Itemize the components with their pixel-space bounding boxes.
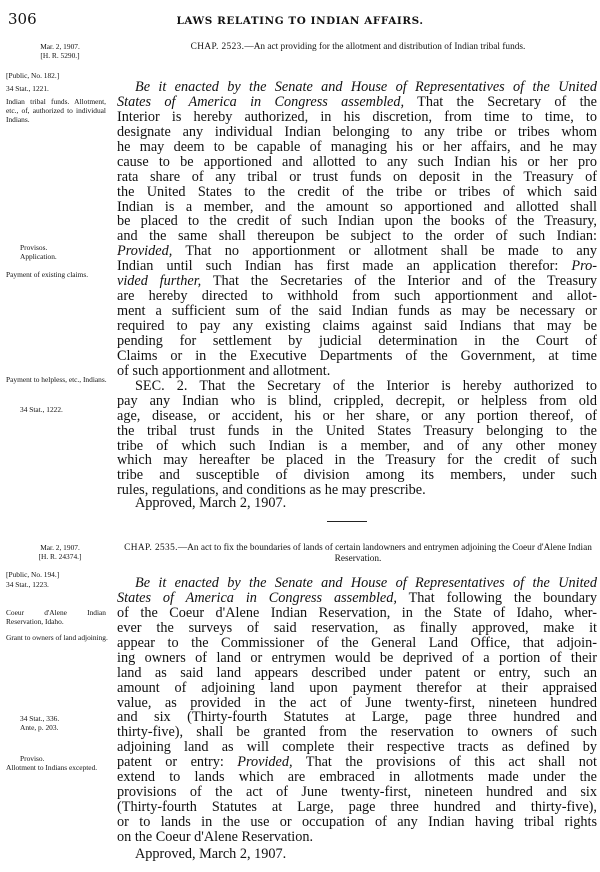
act1-margin-funds-note: Indian tribal funds. Allotment, etc., of, authorized to individual Indians.: [6, 97, 106, 124]
act1-line: Provided, That no apportionment or allotment shall be made to any: [117, 243, 597, 260]
act2-margin-grant-note: Grant to owners of land adjoining.: [6, 633, 108, 642]
act1-chapter-title: —An act providing for the allotment and distribution of Indian tribal funds.: [244, 42, 526, 52]
act2-line: appear to the Commissioner of the General Land Office, that adjoin-: [117, 634, 597, 651]
act1-body: [117, 80, 597, 498]
act1-line: the United States to the credit of the tribe or tribes of which said: [117, 183, 597, 200]
act1-line: Be it enacted by the Senate and House of Representatives of the United: [135, 79, 597, 95]
act2-line: patent or entry: Provided, That the provisions of this act shall not: [117, 754, 597, 771]
act2-margin-coeur-note: Coeur d'Alene Indian Reservation, Idaho.: [6, 608, 106, 626]
act2-line: adjoining land as will complete their respective tracts as defined by: [117, 739, 597, 756]
act2-line: of the Coeur d'Alene Indian Reservation, in the State of Idaho, wher-: [117, 604, 597, 621]
act1-line: and the same shall thereupon be subject to the order of such Indian:: [117, 228, 597, 245]
act1-line: Indian until such Indian has first made an application therefor: Pro-: [117, 258, 597, 275]
page-header: [0, 6, 600, 26]
act2-line: ing owners of land or entrymen would be deprived of a portion of their: [117, 649, 597, 666]
act1-line: rules, regulations, and conditions as he may prescribe.: [117, 482, 426, 499]
act2-margin-stat: 34 Stat., 1223.: [6, 580, 49, 589]
act2-line: amount of adjoining land upon payment therefor at their appraised: [117, 679, 597, 696]
act2-line: ever the surveys of said reservation, as finally approved, make it: [117, 619, 597, 636]
act1-line: pending for settlement by judicial determination in the Court of: [117, 332, 597, 349]
act1-line: vided further, That the Secretaries of the Interior and of the Treasury: [117, 273, 597, 290]
act1-line: the tribal trust funds in the United States Treasury belonging to the: [117, 422, 597, 439]
act1-line: are hereby directed to withhold from such apportionment and allot-: [117, 288, 597, 305]
act2-approved: Approved, March 2, 1907.: [135, 846, 287, 862]
act2-line: (Thirty-fourth Statutes at Large, page three hundred and thirty-five),: [117, 799, 597, 816]
act1-line: pay any Indian who is blind, crippled, decrepit, or helpless from old: [117, 392, 597, 409]
act1-margin-provisos: Provisos.: [20, 243, 48, 252]
act1-line: Interior is hereby authorized, in his discretion, from time to time, to: [117, 108, 597, 125]
act1-margin-stat2: 34 Stat., 1222.: [20, 405, 63, 414]
act1-chapter-number: CHAP. 2523.: [190, 42, 245, 52]
act1-line: tribe and susceptible of division among its members, under such: [117, 467, 597, 484]
page-number: 306: [8, 10, 37, 28]
act1-line: ment a sufficient sum of the said Indian funds as may be necessary or: [117, 303, 597, 320]
act1-line: tribe of which such Indian is a member, and of any other money: [117, 437, 597, 454]
act2-line: thirty-five), shall be granted from the reservation to owners of such: [117, 724, 597, 741]
act1-margin-date: Mar. 2, 1907.: [40, 42, 80, 51]
act1-line: SEC. 2. That the Secretary of the Interior is hereby authorized to: [135, 377, 597, 394]
act1-line: Indian is a member, and the amount so apportioned and allotted shall: [117, 198, 597, 215]
act2-line: or to lands in the use or occupation of any Indian having tribal rights: [117, 814, 597, 830]
running-title: LAWS RELATING TO INDIAN AFFAIRS.: [176, 15, 424, 27]
act2-line: Be it enacted by the Senate and House of Representatives of the United: [135, 575, 597, 591]
act1-line: which may hereafter be placed in the Treasury for the credit of such: [117, 452, 597, 469]
act2-line: States of America in Congress assembled, That following the boundary: [117, 589, 598, 606]
section-divider: [327, 521, 367, 522]
act1-line: designate any individual Indian belonging to any tribe or tribes whom: [117, 123, 597, 140]
act2-line: extend to lands which are embraced in allotments made under the: [117, 769, 597, 786]
act2-line: value, as provided in the act of June twenty-first, nineteen hundred: [117, 694, 597, 711]
act1-margin-application: Application.: [20, 252, 57, 261]
act2-margin-proviso: Proviso.: [20, 754, 45, 763]
act2-margin-date: Mar. 2, 1907.: [40, 543, 80, 552]
act1-margin-helpless-note: Payment to helpless, etc., Indians.: [6, 375, 107, 384]
act2-line: and six (Thirty-fourth Statutes at Large, page three hundred and: [117, 709, 597, 726]
act1-line: age, disease, or accident, his or her share, or any portion thereof, of: [117, 407, 597, 424]
act1-line: of such apportionment and allotment.: [117, 362, 331, 379]
act1-approved: Approved, March 2, 1907.: [135, 495, 287, 511]
act1-line: cause to be apportioned and allotted to any such Indian his or her pro: [117, 153, 597, 170]
act1-line: rata share of any tribal or trust funds on deposit in the Treasury of: [117, 168, 597, 185]
act2-line: land as said land appears described under patent or entry, such an: [117, 664, 597, 681]
act2-margin-bill: [H. R. 24374.]: [38, 552, 82, 561]
act1-line: States of America in Congress assembled, That the Secretary of the: [117, 93, 597, 110]
act1-line: required to pay any existing claims against said Indians that may be: [117, 318, 597, 334]
act2-margin-public: [Public, No. 194.]: [6, 570, 60, 579]
act2-chapter-title: —An act to fix the boundaries of lands of certain landowners and entrymen adjoining the Coeur d'Alene Indian Reservation.: [177, 543, 592, 564]
act2-chapter-heading: [119, 543, 597, 565]
act1-margin-stat: 34 Stat., 1221.: [6, 84, 49, 93]
act2-line: on the Coeur d'Alene Reservation.: [117, 828, 314, 845]
act2-line: provisions of the act of June twenty-first, nineteen hundred and six: [117, 784, 597, 801]
act1-chapter-heading: [119, 42, 597, 53]
act1-line: he may deem to be capable of managing his or her affairs, and he may: [117, 138, 597, 155]
act2-body: [117, 576, 597, 845]
act1-line: be placed to the credit of such Indian upon the books of the Treasury,: [117, 213, 597, 230]
act1-margin-bill: [H. R. 5290.]: [40, 51, 80, 60]
act2-margin-stat-ref: 34 Stat., 336.: [20, 714, 60, 723]
act2-margin-allot-note: Allotment to Indians excepted.: [6, 763, 98, 772]
act1-margin-claims-note: Payment of existing claims.: [6, 270, 89, 279]
act2-margin-ante-ref: Ante, p. 203.: [20, 723, 59, 732]
act1-line: Claims or in the Executive Departments of the Government, at time: [117, 347, 597, 364]
act1-margin-public: [Public, No. 182.]: [6, 71, 60, 80]
act2-chapter-number: CHAP. 2535.: [124, 543, 178, 553]
